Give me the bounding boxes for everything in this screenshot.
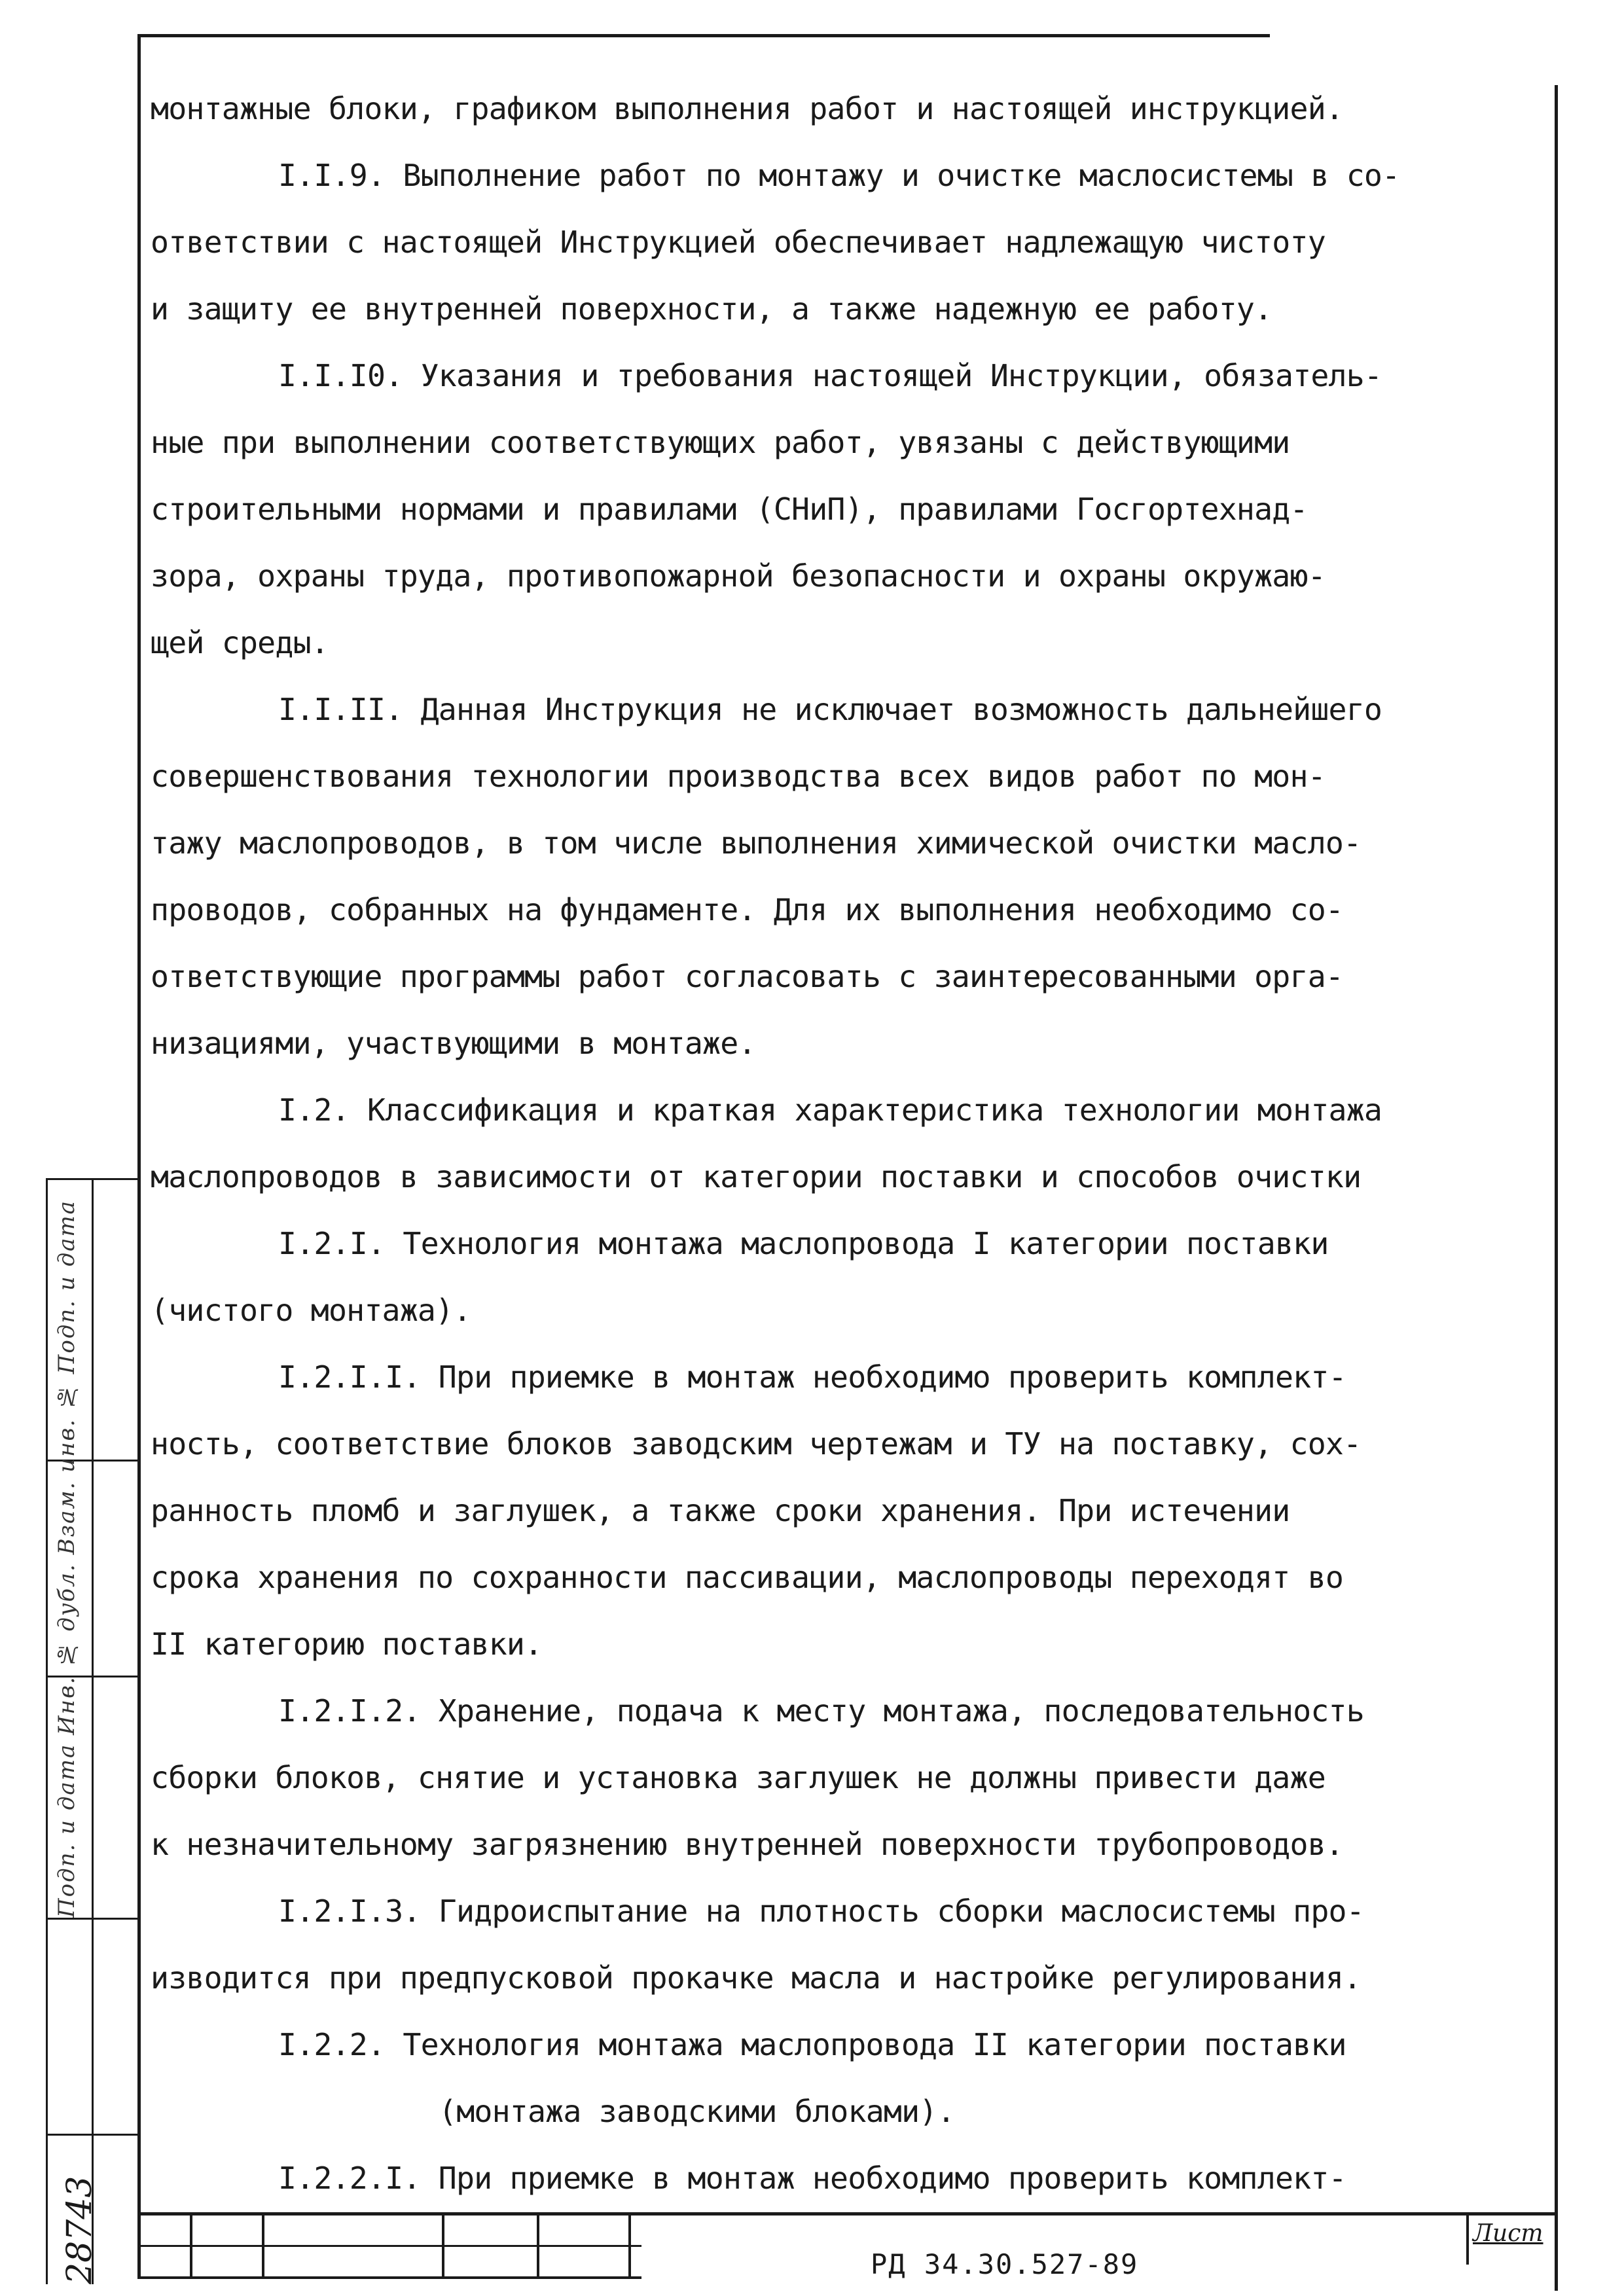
- text-line: ные при выполнении соответствующих работ, увязаны с действующими: [151, 425, 1290, 460]
- text-line: ность, соответствие блоков заводским чертежам и ТУ на поставку, сох-: [151, 1426, 1362, 1462]
- text-line: ответствующие программы работ согласовать с заинтересованными орга-: [151, 959, 1344, 994]
- text-line: срока хранения по сохранности пассивации, маслопроводы переходят во: [151, 1560, 1344, 1595]
- frame-bottom-line: [137, 2212, 1558, 2215]
- document-body: [151, 75, 1538, 2212]
- side-strip-divider: [46, 1178, 137, 1180]
- side-strip-line: [92, 1178, 94, 2284]
- frame-right-line: [1555, 85, 1558, 2291]
- text-line: тажу маслопроводов, в том числе выполнения химической очистки масло-: [151, 825, 1362, 861]
- text-line: II категорию поставки.: [151, 1626, 543, 1662]
- text-line: низациями, участвующими в монтаже.: [151, 1026, 756, 1061]
- side-strip-divider: [46, 1918, 137, 1920]
- text-line: ранность пломб и заглушек, а также сроки хранения. При истечении: [151, 1493, 1290, 1528]
- side-strip-labels: Подп. и дата Инв. № дубл. Взам. инв. № Подп. и дата: [54, 1200, 80, 1918]
- stamp-bottom-line: [137, 2276, 641, 2279]
- document-code: РД 34.30.527-89: [871, 2248, 1139, 2280]
- subsection-heading-continued: (монтажа заводскими блоками).: [439, 2094, 955, 2129]
- section-heading-continued: маслопроводов в зависимости от категории поставки и способов очистки: [151, 1159, 1362, 1194]
- subsection-heading: I.2.I. Технология монтажа маслопровода I категории поставки: [278, 1226, 1329, 1261]
- subsection-heading-continued: (чистого монтажа).: [151, 1293, 471, 1328]
- side-strip-divider: [46, 2134, 137, 2136]
- stamp-column-divider: [442, 2212, 444, 2278]
- stamp-middle-line: [137, 2245, 641, 2247]
- paragraph-start: I.I.II. Данная Инструкция не исключает возможность дальнейшего: [278, 692, 1382, 727]
- paragraph-start: I.2.I.3. Гидроиспытание на плотность сборки маслосистемы про-: [278, 1893, 1364, 1929]
- frame-top-line: [137, 34, 1270, 37]
- stamp-column-divider: [537, 2212, 539, 2278]
- text-line: зора, охраны труда, противопожарной безопасности и охраны окружаю-: [151, 558, 1326, 594]
- stamp-column-divider: [262, 2212, 264, 2278]
- paragraph-start: I.2.2.I. При приемке в монтаж необходимо проверить комплект-: [278, 2161, 1346, 2196]
- subsection-heading: I.2.2. Технология монтажа маслопровода II категории поставки: [278, 2027, 1346, 2062]
- text-line: сборки блоков, снятие и установка заглушек не должны привести даже: [151, 1760, 1326, 1795]
- stamp-column-divider: [1466, 2212, 1469, 2265]
- text-line: строительными нормами и правилами (СНиП), правилами Госгортехнад-: [151, 492, 1308, 527]
- text-line: к незначительному загрязнению внутренней поверхности трубопроводов.: [151, 1827, 1344, 1862]
- text-line: ответствии с настоящей Инструкцией обеспечивает надлежащую чистоту: [151, 224, 1326, 260]
- text-line: щей среды.: [151, 625, 329, 660]
- text-line: изводится при предпусковой прокачке масла и настройке регулирования.: [151, 1960, 1362, 1996]
- section-heading: I.2. Классификация и краткая характеристика технологии монтажа: [278, 1092, 1382, 1128]
- side-strip-line: [46, 1178, 48, 2284]
- stamp-column-divider: [628, 2212, 631, 2278]
- paragraph-start: I.2.I.2. Хранение, подача к месту монтажа, последовательность: [278, 1693, 1364, 1729]
- sheet-label: Лист: [1473, 2220, 1543, 2247]
- paragraph-start: I.2.I.I. При приемке в монтаж необходимо проверить комплект-: [278, 1359, 1346, 1395]
- frame-left-line: [137, 34, 141, 2279]
- text-line: проводов, собранных на фундаменте. Для их выполнения необходимо со-: [151, 892, 1344, 927]
- text-line: монтажные блоки, графиком выполнения работ и настоящей инструкцией.: [151, 91, 1344, 126]
- stamp-column-divider: [190, 2212, 192, 2278]
- text-line: и защиту ее внутренней поверхности, а также надежную ее работу.: [151, 291, 1272, 327]
- inventory-number: 28743: [60, 2176, 99, 2284]
- paragraph-start: I.I.9. Выполнение работ по монтажу и очистке маслосистемы в со-: [278, 158, 1400, 193]
- text-line: совершенствования технологии производства всех видов работ по мон-: [151, 759, 1326, 794]
- paragraph-start: I.I.I0. Указания и требования настоящей Инструкции, обязатель-: [278, 358, 1382, 393]
